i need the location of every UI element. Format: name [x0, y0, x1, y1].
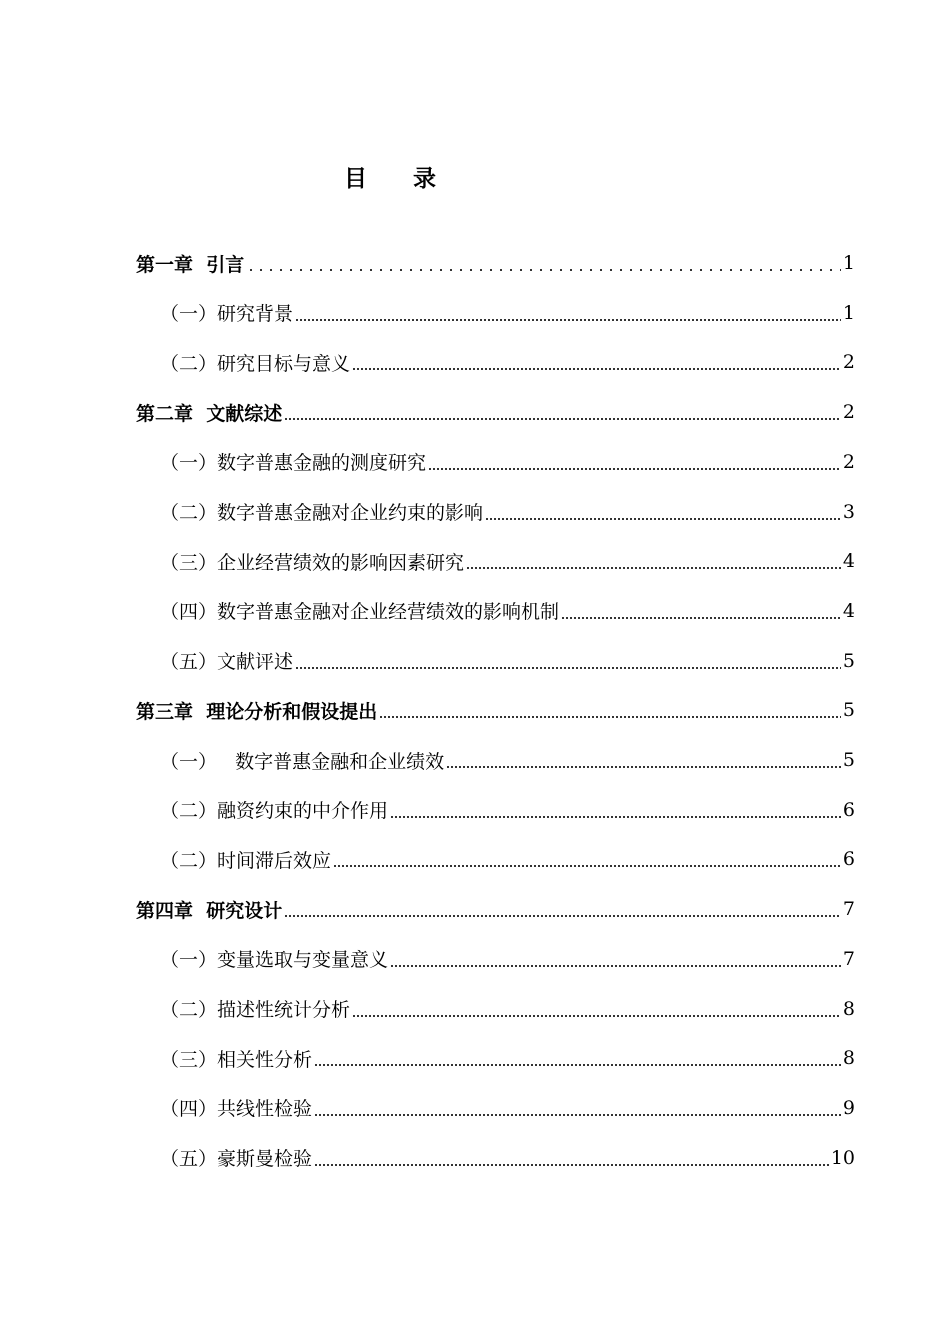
toc-chapter-entry[interactable] [0, 387, 950, 437]
toc-entry-label: （一）变量选取与变量意义 [160, 949, 389, 972]
toc-entry-label: （一）研究背景 [160, 303, 294, 326]
dot-leader [446, 753, 841, 773]
toc-entry-label: （二）时间滞后效应 [160, 849, 332, 872]
toc-entry-label: （五）文献评述 [160, 651, 294, 674]
toc-page-number: 6 [842, 848, 855, 871]
toc-section-entry[interactable] [0, 337, 950, 387]
toc-entry-label: （三）相关性分析 [160, 1048, 313, 1071]
toc-page-number: 1 [842, 252, 855, 274]
toc-page-number: 5 [842, 649, 855, 672]
toc-entry-label: （二）数字普惠金融对企业约束的影响 [160, 502, 484, 524]
dot-leader [390, 952, 841, 972]
dot-leader [352, 1002, 841, 1022]
dot-leader [295, 306, 841, 326]
toc-section-entry[interactable] [0, 934, 950, 984]
toc-entry-label: （二）描述性统计分析 [160, 999, 351, 1021]
toc-entry-label: （三）企业经营绩效的影响因素研究 [160, 551, 465, 574]
toc-page-number: 5 [842, 749, 855, 771]
toc-page-number: 3 [842, 500, 855, 523]
toc-page-number: 7 [842, 947, 855, 970]
toc-page-number: 5 [842, 699, 855, 722]
dot-leader [428, 455, 841, 475]
dot-leader [314, 1151, 829, 1171]
toc-title [0, 160, 780, 193]
toc-entry-label: （一） 数字普惠金融和企业绩效 [160, 750, 445, 773]
toc-entry-label: （一）数字普惠金融的测度研究 [160, 452, 427, 475]
dot-leader [485, 505, 841, 525]
toc-page-number: 2 [842, 450, 855, 473]
toc-page-number: 2 [842, 401, 855, 424]
toc-page-number: 10 [830, 1146, 855, 1169]
toc-section-entry[interactable] [0, 984, 950, 1034]
toc-section-entry[interactable] [0, 1083, 950, 1133]
toc-page-number: 4 [842, 599, 855, 622]
toc-section-entry[interactable] [0, 288, 950, 338]
toc-page-number: 8 [842, 1047, 855, 1070]
dot-leader [246, 256, 841, 276]
dot-leader [284, 902, 841, 922]
dot-leader [352, 355, 841, 375]
toc-entry-label: 第一章 引言 [136, 253, 245, 276]
toc-chapter-entry[interactable] [0, 685, 950, 735]
toc-entry-label: （四）数字普惠金融对企业经营绩效的影响机制 [160, 601, 560, 624]
toc-section-entry[interactable] [0, 636, 950, 686]
toc-entry-label: （四）共线性检验 [160, 1098, 313, 1121]
toc-section-entry[interactable] [0, 1033, 950, 1083]
toc-section-entry[interactable] [0, 834, 950, 884]
dot-leader [466, 554, 841, 574]
toc-entry-label: 第二章 文献综述 [136, 402, 283, 425]
toc-section-entry[interactable] [0, 735, 950, 785]
dot-leader [561, 604, 841, 624]
toc-chapter-entry[interactable] [0, 238, 950, 288]
toc-page-number: 6 [842, 798, 855, 821]
toc-entry-label: （二）融资约束的中介作用 [160, 800, 389, 823]
dot-leader [314, 1101, 841, 1121]
dot-leader [314, 1051, 841, 1071]
toc-section-entry[interactable] [0, 785, 950, 835]
toc-section-entry[interactable] [0, 487, 950, 537]
toc-title-char-2: 录 [413, 166, 436, 192]
toc-section-entry[interactable] [0, 437, 950, 487]
toc-chapter-entry[interactable] [0, 884, 950, 934]
toc-entry-label: 第三章 理论分析和假设提出 [136, 700, 378, 723]
toc-title-char-1: 目 [344, 166, 367, 192]
dot-leader [284, 405, 841, 425]
toc-entry-label: （二）研究目标与意义 [160, 352, 351, 375]
dot-leader [390, 803, 841, 823]
toc-page-number: 8 [842, 997, 855, 1020]
toc-page-number: 7 [842, 898, 855, 921]
dot-leader [295, 654, 841, 674]
toc-page-number: 2 [842, 351, 855, 374]
toc-entry-label: 第四章 研究设计 [136, 899, 283, 922]
dot-leader [333, 852, 841, 872]
toc-section-entry[interactable] [0, 586, 950, 636]
toc-page-number: 1 [842, 301, 855, 324]
toc-section-entry[interactable] [0, 1133, 950, 1183]
toc-page-number: 9 [842, 1096, 855, 1119]
toc-section-entry[interactable] [0, 536, 950, 586]
dot-leader [379, 703, 841, 723]
toc-entry-label: （五）豪斯曼检验 [160, 1148, 313, 1171]
toc-page-number: 4 [842, 550, 855, 573]
